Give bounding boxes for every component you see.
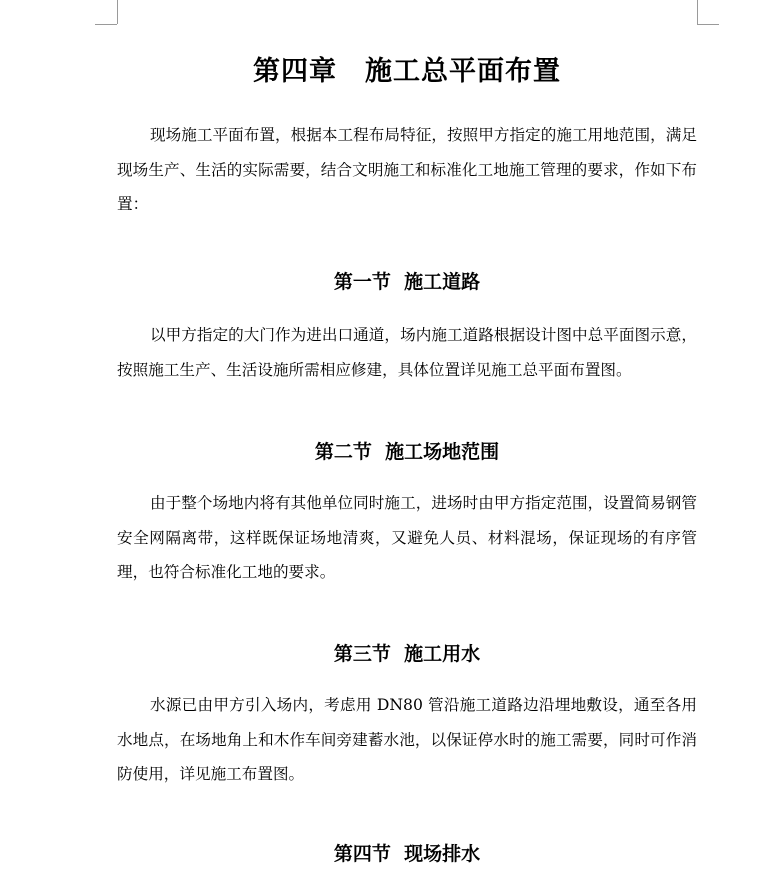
crop-mark-top-right-horizontal <box>697 24 719 25</box>
chapter-intro-paragraph: 现场施工平面布置，根据本工程布局特征，按照甲方指定的施工用地范围，满足现场生产、生活的实际需要，结合文明施工和标准化工地施工管理的要求，作如下布置： <box>117 126 697 213</box>
crop-mark-top-left-vertical <box>117 0 118 24</box>
section-4-title: 第四节 现场排水 <box>333 843 481 865</box>
section-3-body: 水源已由甲方引入场内，考虑用 DN80 管沿施工道路边沿埋地敷设，通至各用水地点，在场地角上和木作车间旁建蓄水池，以保证停水时的施工需要，同时可作消防使用，详见施工布置图。 <box>117 696 697 783</box>
section-1-title: 第一节 施工道路 <box>333 271 481 293</box>
section-3-title: 第三节 施工用水 <box>333 643 481 665</box>
section-2-title: 第二节 施工场地范围 <box>314 441 500 463</box>
section-1-body: 以甲方指定的大门作为进出口通道，场内施工道路根据设计图中总平面图示意，按照施工生产、生活设施所需相应修建，具体位置详见施工总平面布置图。 <box>117 326 697 379</box>
crop-mark-top-left-horizontal <box>95 24 117 25</box>
crop-mark-top-right-vertical <box>697 0 698 24</box>
chapter-title: 第四章 施工总平面布置 <box>253 56 561 87</box>
section-2-body: 由于整个场地内将有其他单位同时施工，进场时由甲方指定范围，设置简易钢管安全网隔离带，这样既保证场地清爽，又避免人员、材料混场，保证现场的有序管理，也符合标准化工地的要求。 <box>117 494 697 581</box>
